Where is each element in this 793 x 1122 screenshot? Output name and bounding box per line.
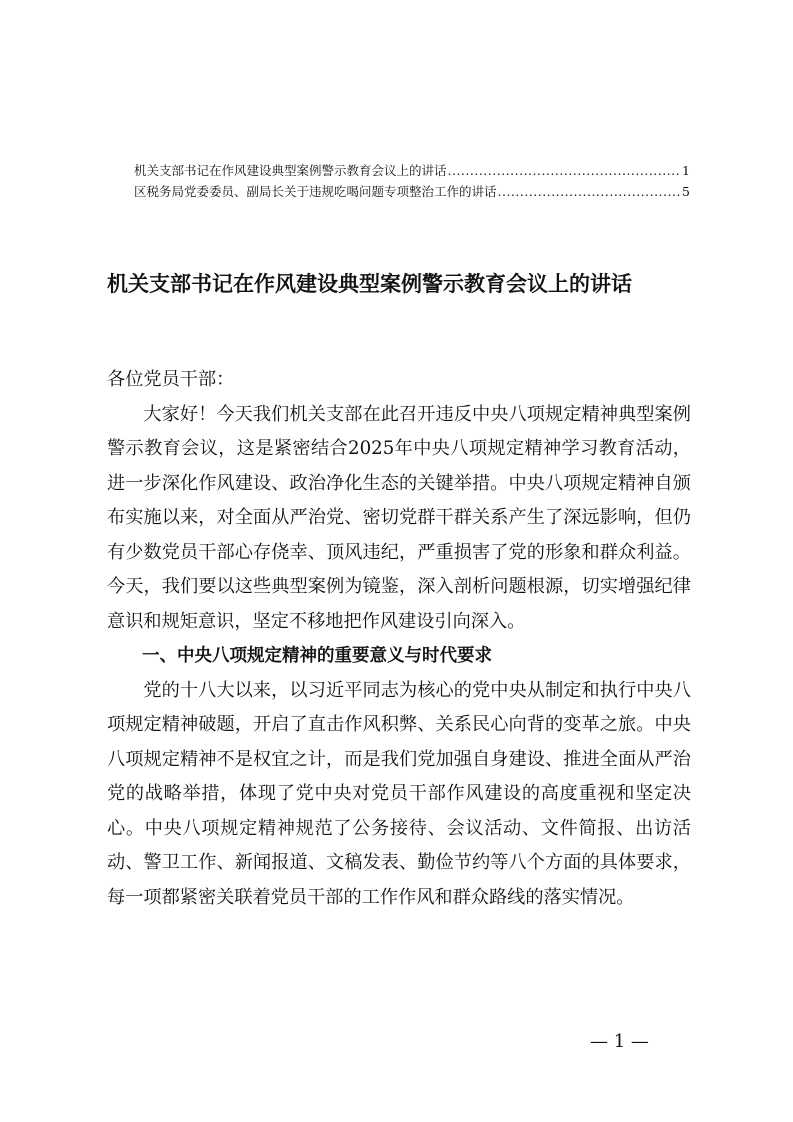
toc-leader-dots bbox=[498, 181, 682, 202]
document-body bbox=[107, 363, 691, 915]
toc-entry-title[interactable]: 机关支部书记在作风建设典型案例警示教育会议上的讲话 bbox=[134, 163, 447, 178]
toc-entry[interactable] bbox=[134, 160, 690, 181]
page-number: — 1 — bbox=[590, 1031, 649, 1052]
toc-entry-page: 5 bbox=[682, 184, 690, 199]
toc-leader-dots bbox=[448, 160, 682, 181]
toc-entry-page: 1 bbox=[682, 163, 690, 178]
toc-entry-title[interactable]: 区税务局党委委员、副局长关于违规吃喝问题专项整治工作的讲话 bbox=[134, 184, 497, 199]
body-paragraph: 大家好！今天我们机关支部在此召开违反中央八项规定精神典型案例警示教育会议，这是紧密结合2025年中央八项规定精神学习教育活动，进一步深化作风建设、政治净化生态的关键举措。中央八项规定精神自颁布实施以来，对全面从严治党、密切党群干群关系产生了深远影响，但仍有少数党员干部心存侥幸、顶风违纪，严重损害了党的形象和群众利益。今天，我们要以这些典型案例为镜鉴，深入剖析问题根源，切实增强纪律意识和规矩意识，坚定不移地把作风建设引向深入。 bbox=[107, 403, 691, 632]
toc-entry[interactable] bbox=[134, 181, 690, 202]
table-of-contents bbox=[134, 160, 690, 202]
document-title: 机关支部书记在作风建设典型案例警示教育会议上的讲话 bbox=[107, 272, 632, 296]
section-heading: 一、中央八项规定精神的重要意义与时代要求 bbox=[142, 646, 492, 666]
salutation: 各位党员干部： bbox=[107, 369, 235, 390]
body-paragraph: 党的十八大以来，以习近平同志为核心的党中央从制定和执行中央八项规定精神破题，开启了直击作风积弊、关系民心向背的变革之旅。中央八项规定精神不是权宜之计，而是我们党加强自身建设、推进全面从严治党的战略举措，体现了党中央对党员干部作风建设的高度重视和坚定决心。中央八项规定精神规范了公务接待、会议活动、文件简报、出访活动、警卫工作、新闻报道、文稿发表、勤俭节约等八个方面的具体要求，每一项都紧密关联着党员干部的工作作风和群众路线的落实情况。 bbox=[107, 679, 691, 908]
